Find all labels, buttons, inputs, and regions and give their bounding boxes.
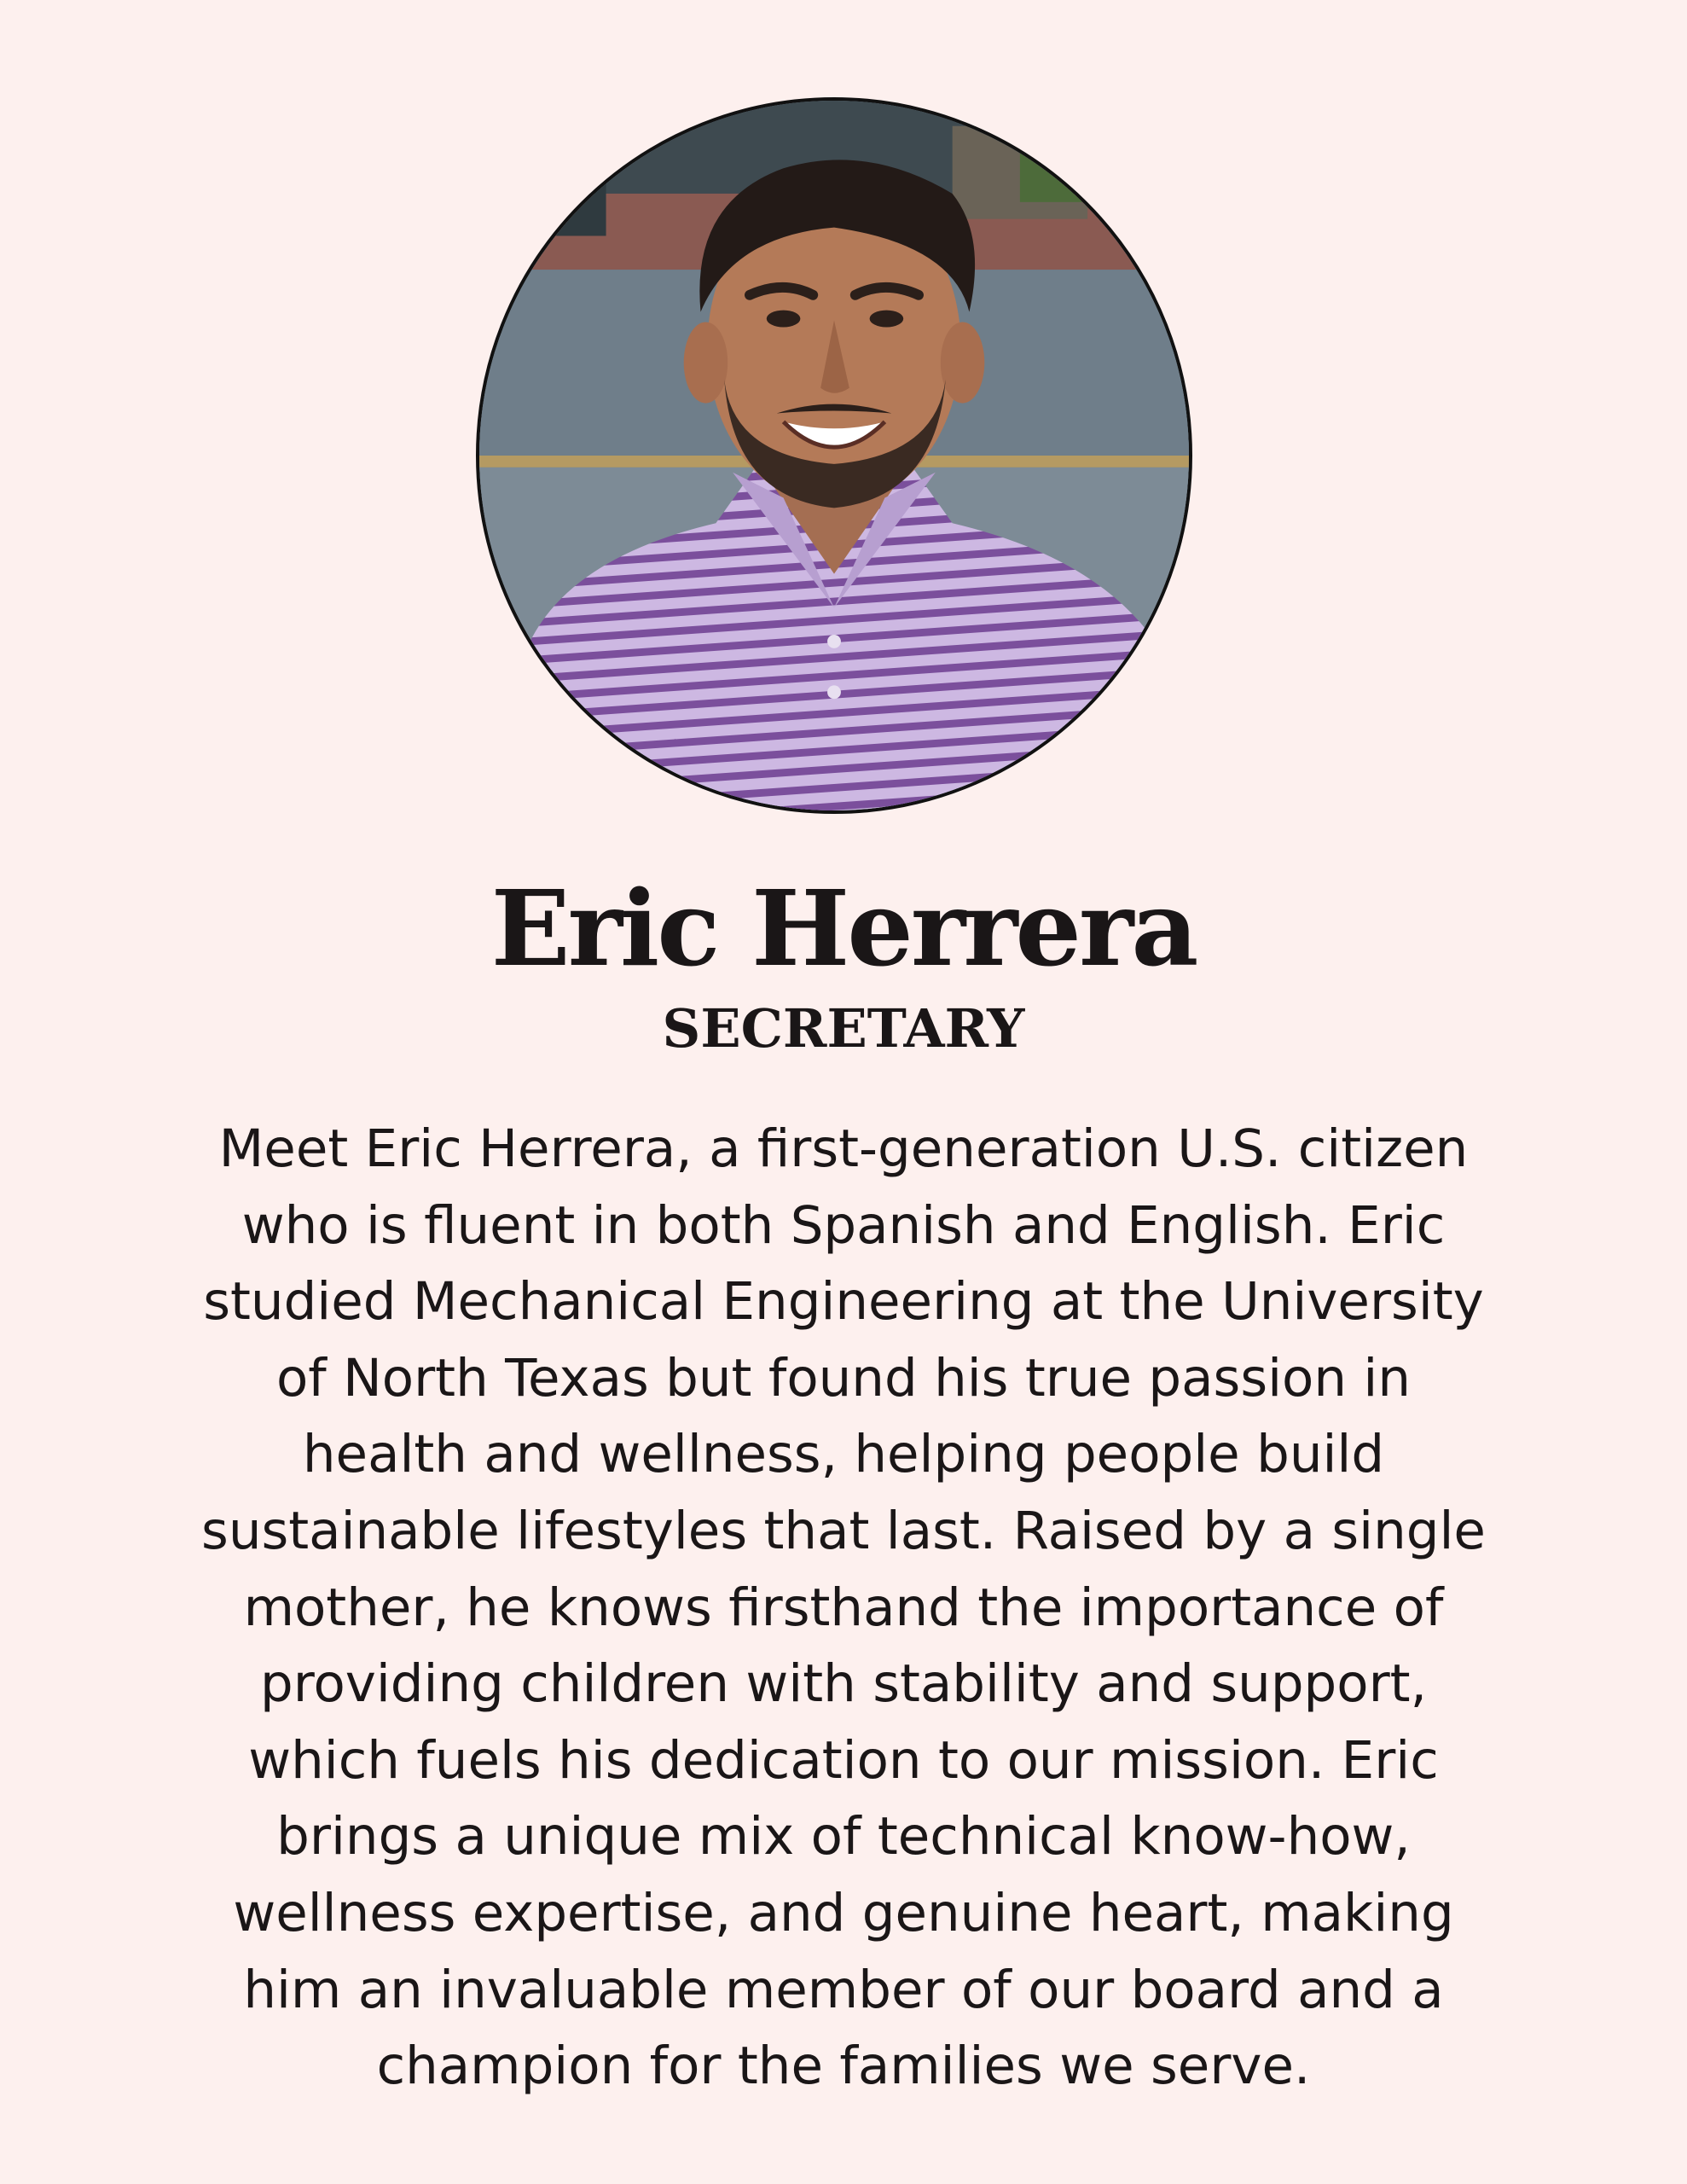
- bio-line: mother, he knows firsthand the importance of: [243, 1577, 1444, 1638]
- bio-line: who is fluent in both Spanish and English. Eric: [241, 1194, 1446, 1256]
- person-role: SECRETARY: [662, 997, 1025, 1060]
- bio-line: which fuels his dedication to our mission. Eric: [248, 1729, 1439, 1791]
- bio-line: of North Texas but found his true passion in: [275, 1347, 1412, 1409]
- bio-line: Meet Eric Herrera, a first-generation U.S. citizen: [218, 1118, 1469, 1179]
- bio-line: him an invaluable member of our board and a: [243, 1959, 1444, 2020]
- person-bio: [128, 1111, 1559, 2105]
- person-name: Eric Herrera: [490, 867, 1197, 990]
- profile-photo-illustration: [479, 101, 1189, 810]
- bio-line: studied Mechanical Engineering at the University: [203, 1271, 1484, 1333]
- bio-line: health and wellness, helping people build: [302, 1424, 1385, 1485]
- bio-line: champion for the families we serve.: [376, 2036, 1311, 2097]
- profile-photo: [476, 97, 1192, 814]
- bio-line: sustainable lifestyles that last. Raised by a single: [201, 1500, 1486, 1561]
- bio-line: providing children with stability and support,: [259, 1653, 1427, 1715]
- bio-line: brings a unique mix of technical know-how,: [276, 1806, 1411, 1867]
- bio-line: wellness expertise, and genuine heart, making: [233, 1882, 1454, 1943]
